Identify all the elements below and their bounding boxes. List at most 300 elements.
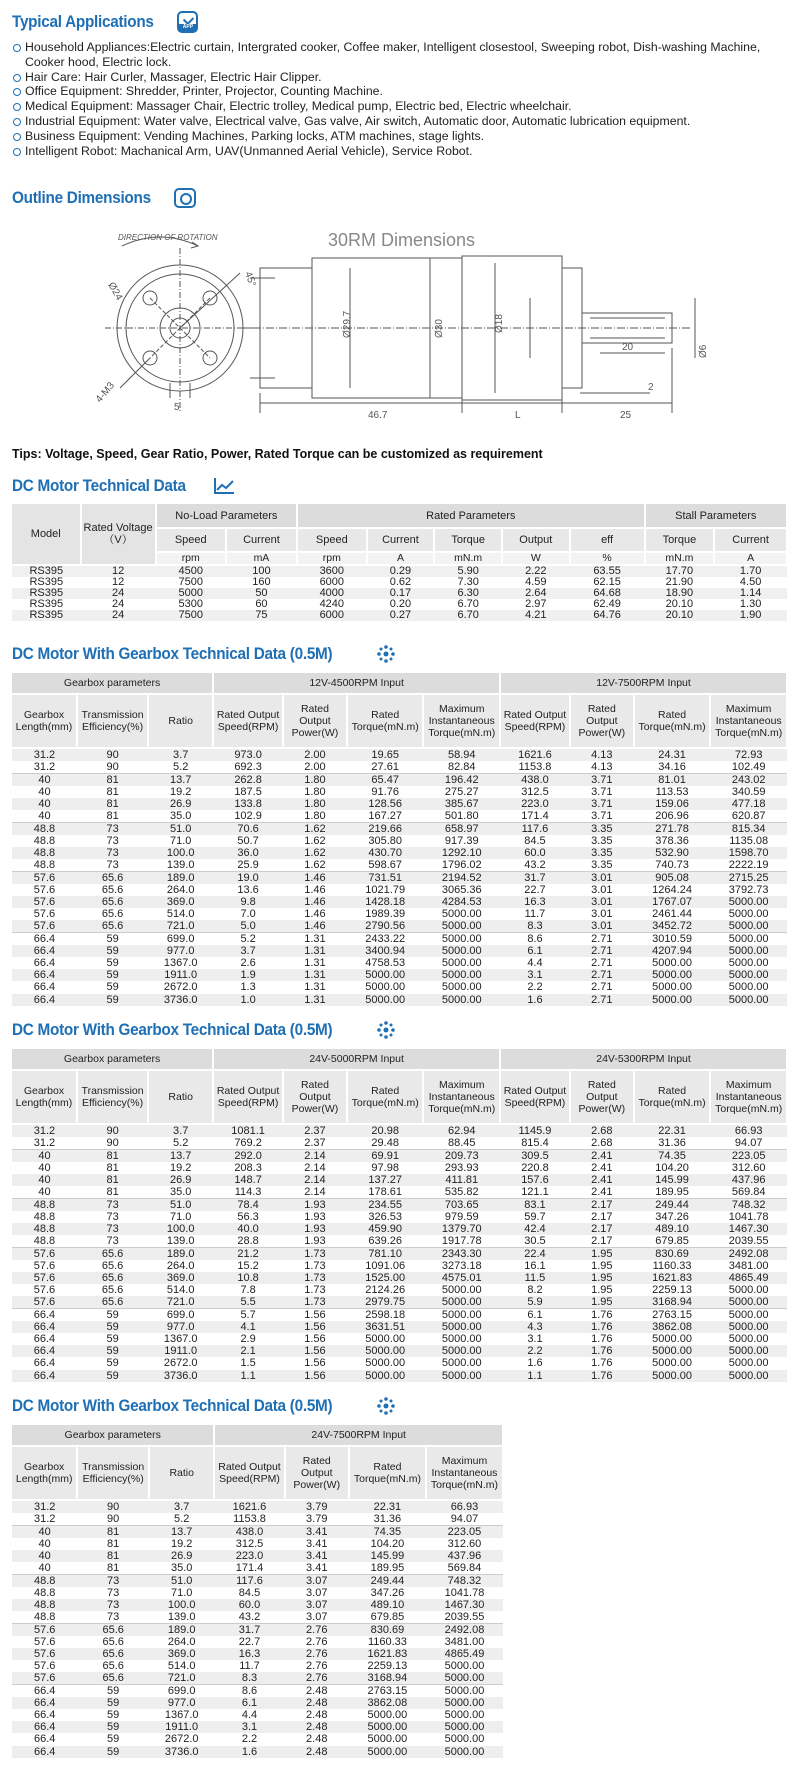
table-cell: 1160.33 bbox=[349, 1636, 426, 1648]
table-cell: 2.1 bbox=[213, 1345, 283, 1357]
table-cell: 73 bbox=[77, 1211, 148, 1223]
table-cell: 5000.00 bbox=[710, 1309, 787, 1322]
table-cell: 65.6 bbox=[77, 1272, 148, 1284]
table-cell: 5000.00 bbox=[423, 908, 500, 920]
table-cell: 3862.08 bbox=[349, 1697, 426, 1709]
table-cell: 30.5 bbox=[500, 1235, 570, 1248]
table-cell: 133.8 bbox=[213, 798, 283, 810]
table-cell: 3.79 bbox=[285, 1500, 349, 1513]
dim-label: 2 bbox=[648, 382, 654, 393]
table-cell: 5300 bbox=[178, 598, 203, 610]
header-column: Rated Output Power(W) bbox=[283, 1070, 347, 1124]
table-row bbox=[12, 1587, 503, 1599]
table-cell: 57.6 bbox=[12, 1660, 77, 1672]
table-cell: 2.14 bbox=[283, 1150, 347, 1163]
table-cell: 378.36 bbox=[634, 835, 711, 847]
table-cell: 59.7 bbox=[500, 1211, 570, 1223]
table-cell: 66.4 bbox=[12, 969, 77, 981]
table-cell: 11.5 bbox=[500, 1272, 570, 1284]
table-row bbox=[12, 1321, 787, 1333]
table-cell: 2.48 bbox=[285, 1685, 349, 1698]
table-cell: 3.07 bbox=[285, 1575, 349, 1588]
table-cell: 48.8 bbox=[12, 1223, 77, 1235]
table-cell: 1379.70 bbox=[423, 1223, 500, 1235]
table-cell: 57.6 bbox=[12, 1284, 77, 1296]
table-cell: 75 bbox=[226, 610, 297, 621]
table-cell: 60.0 bbox=[214, 1599, 284, 1611]
table-cell: 59 bbox=[77, 1357, 148, 1369]
table-cell: 326.53 bbox=[347, 1211, 424, 1223]
header-column: Gearbox Length(mm) bbox=[12, 1446, 77, 1500]
table-cell: 65.6 bbox=[77, 1648, 149, 1660]
motor-table bbox=[12, 504, 788, 621]
table-cell: 5.7 bbox=[213, 1309, 283, 1322]
table-cell: 1.95 bbox=[570, 1248, 634, 1261]
table-cell: 1.73 bbox=[283, 1284, 347, 1296]
table-row bbox=[12, 1199, 787, 1212]
table-cell: 692.3 bbox=[213, 761, 283, 774]
table-cell: 3736.0 bbox=[148, 1370, 213, 1382]
table-cell: 292.0 bbox=[213, 1150, 283, 1163]
header-row bbox=[12, 673, 787, 694]
header-sub: Current bbox=[367, 528, 435, 552]
table-cell: 2194.52 bbox=[423, 872, 500, 885]
dots-icon bbox=[376, 644, 396, 664]
table-cell: 40 bbox=[12, 1562, 77, 1575]
table-cell: 2.41 bbox=[570, 1186, 634, 1199]
table-cell: 19.65 bbox=[347, 748, 424, 761]
table-cell: 70.6 bbox=[213, 823, 283, 836]
table-cell: 3.35 bbox=[570, 847, 634, 859]
table-cell: 1.80 bbox=[283, 786, 347, 798]
table-cell: 2763.15 bbox=[349, 1685, 426, 1698]
table-cell: 113.53 bbox=[634, 786, 711, 798]
table-cell: 1911.0 bbox=[148, 1345, 213, 1357]
table-cell: 10.8 bbox=[213, 1272, 283, 1284]
table-cell: 208.3 bbox=[213, 1162, 283, 1174]
section-title: DC Motor Technical Data bbox=[12, 476, 186, 495]
gearbox-data-heading-3 bbox=[12, 1394, 396, 1418]
table-cell: 1.76 bbox=[570, 1321, 634, 1333]
table-cell: 2.14 bbox=[283, 1174, 347, 1186]
table-cell: 104.20 bbox=[349, 1538, 426, 1550]
table-cell: 90 bbox=[77, 1500, 149, 1513]
table-cell: 3.1 bbox=[214, 1721, 284, 1733]
header-column: Rated Torque(mN.m) bbox=[347, 1070, 424, 1124]
table-cell: 3.71 bbox=[570, 786, 634, 798]
table-cell: 5000.00 bbox=[426, 1721, 503, 1733]
table-cell: 6.1 bbox=[214, 1697, 284, 1709]
table-cell: 91.76 bbox=[347, 786, 424, 798]
table-cell: 51.0 bbox=[148, 1199, 213, 1212]
table-cell: 748.32 bbox=[710, 1199, 787, 1212]
gearbox-data-heading-2 bbox=[12, 1018, 396, 1042]
table-cell: 11.7 bbox=[214, 1660, 284, 1672]
table-cell: 65.6 bbox=[77, 1260, 148, 1272]
table-cell: 73 bbox=[77, 1611, 149, 1624]
table-row bbox=[12, 1721, 503, 1733]
table-cell: 81 bbox=[77, 1162, 148, 1174]
table-cell: 3.01 bbox=[570, 872, 634, 885]
table-cell: 721.0 bbox=[149, 1672, 214, 1685]
table-cell: 74.35 bbox=[634, 1150, 711, 1163]
dim-label: Ø30 bbox=[434, 319, 445, 338]
table-cell: 66.4 bbox=[12, 1697, 77, 1709]
table-cell: 2.37 bbox=[283, 1137, 347, 1150]
table-cell: 57.6 bbox=[12, 1636, 77, 1648]
table-cell: 5000.00 bbox=[426, 1733, 503, 1745]
header-unit: A bbox=[367, 552, 435, 565]
table-cell: 2.41 bbox=[570, 1174, 634, 1186]
header-column: Ratio bbox=[148, 694, 213, 748]
header-column: Rated Output Power(W) bbox=[570, 1070, 634, 1124]
table-cell: 0.17 bbox=[367, 588, 435, 599]
header-model: Model bbox=[12, 504, 81, 565]
table-cell: 1.56 bbox=[283, 1309, 347, 1322]
table-cell: 1.6 bbox=[500, 994, 570, 1006]
table-cell: 4758.53 bbox=[347, 957, 424, 969]
table-row bbox=[12, 1272, 787, 1284]
table-cell: 66.93 bbox=[710, 1124, 787, 1137]
table-cell: 347.26 bbox=[634, 1211, 711, 1223]
table-cell: 13.6 bbox=[213, 884, 283, 896]
table-cell: 22.7 bbox=[500, 884, 570, 896]
table-row bbox=[12, 1370, 787, 1382]
table-cell: 57.6 bbox=[12, 1272, 77, 1284]
table-cell: 5000.00 bbox=[347, 1370, 424, 1382]
table-cell: 312.60 bbox=[710, 1162, 787, 1174]
table-cell: 249.44 bbox=[349, 1575, 426, 1588]
table-cell: 5000.00 bbox=[423, 920, 500, 933]
table-cell: 1.93 bbox=[283, 1199, 347, 1212]
table-cell: 48.8 bbox=[12, 1611, 77, 1624]
table-cell: 6.1 bbox=[500, 945, 570, 957]
table-cell: 43.2 bbox=[500, 859, 570, 872]
table-cell: 1.95 bbox=[570, 1284, 634, 1296]
table-cell: 815.4 bbox=[500, 1137, 570, 1150]
table-cell: 1.93 bbox=[283, 1223, 347, 1235]
table-cell: 139.0 bbox=[148, 859, 213, 872]
dim-label: Ø6 bbox=[698, 344, 709, 358]
table-row bbox=[12, 786, 787, 798]
table-cell: 145.99 bbox=[634, 1174, 711, 1186]
table-cell: 917.39 bbox=[423, 835, 500, 847]
table-row bbox=[12, 1235, 787, 1248]
header-row bbox=[12, 1070, 787, 1124]
table-cell: 40 bbox=[12, 786, 77, 798]
table-cell: 2.71 bbox=[570, 957, 634, 969]
table-cell: 24.31 bbox=[634, 748, 711, 761]
table-cell: 1.46 bbox=[283, 872, 347, 885]
table-cell: 2.9 bbox=[213, 1333, 283, 1345]
table-cell: 3.01 bbox=[570, 908, 634, 920]
table-row bbox=[12, 1137, 787, 1150]
table-row bbox=[12, 1174, 787, 1186]
table-cell: 66.4 bbox=[12, 1309, 77, 1322]
table-cell: 5000.00 bbox=[423, 1309, 500, 1322]
table-cell: 223.0 bbox=[500, 798, 570, 810]
header-unit: A bbox=[714, 552, 787, 565]
table-cell: 90 bbox=[77, 1513, 149, 1526]
table-cell: 6.70 bbox=[457, 598, 479, 610]
table-cell: 5000.00 bbox=[426, 1672, 503, 1685]
table-row bbox=[12, 1624, 503, 1637]
table-cell: 117.6 bbox=[214, 1575, 284, 1588]
table-cell: 2039.55 bbox=[710, 1235, 787, 1248]
table-row bbox=[12, 1599, 503, 1611]
table-cell: 3400.94 bbox=[347, 945, 424, 957]
table-row bbox=[12, 774, 787, 787]
table-cell: 5000.00 bbox=[347, 969, 424, 981]
table-cell: 3.7 bbox=[148, 748, 213, 761]
dots-icon bbox=[376, 1396, 396, 1416]
table-cell: 1041.78 bbox=[426, 1587, 503, 1599]
table-cell: 731.51 bbox=[347, 872, 424, 885]
table-cell: 5000.00 bbox=[423, 981, 500, 993]
table-cell: 3.71 bbox=[570, 798, 634, 810]
table-cell: 22.31 bbox=[634, 1124, 711, 1137]
table-cell: 5000.00 bbox=[349, 1746, 426, 1758]
table-cell: 3.01 bbox=[570, 920, 634, 933]
table-cell: 2461.44 bbox=[634, 908, 711, 920]
table-cell: 16.3 bbox=[500, 896, 570, 908]
table-cell: 21.90 bbox=[665, 576, 694, 588]
table-cell: 59 bbox=[77, 957, 148, 969]
table-cell: 24 bbox=[111, 598, 125, 610]
table-row bbox=[12, 1733, 503, 1745]
tips-text: Tips: Voltage, Speed, Gear Ratio, Power, Rated Torque can be customized as requirement bbox=[12, 447, 543, 461]
table-row bbox=[12, 1309, 787, 1322]
table-cell: 29.48 bbox=[347, 1137, 424, 1150]
table-cell: 66.4 bbox=[12, 1321, 77, 1333]
table-cell: 501.80 bbox=[423, 810, 500, 823]
table-cell: 65.6 bbox=[77, 1296, 148, 1309]
table-cell: 31.2 bbox=[12, 1513, 77, 1526]
table-cell: 50.7 bbox=[213, 835, 283, 847]
table-cell: 815.34 bbox=[710, 823, 787, 836]
table-cell: 63.55 bbox=[570, 565, 645, 577]
list-item: Business Equipment: Vending Machines, Parking locks, ATM machines, stage lights. bbox=[12, 129, 792, 144]
table-cell: 65.6 bbox=[77, 1284, 148, 1296]
table-cell: 2.48 bbox=[285, 1697, 349, 1709]
table-cell: 66.4 bbox=[12, 1709, 77, 1721]
table-cell: 234.55 bbox=[347, 1199, 424, 1212]
table-row bbox=[12, 896, 787, 908]
table-cell: 4.50 bbox=[739, 576, 762, 588]
table-cell: 973.0 bbox=[213, 748, 283, 761]
table-cell: 73 bbox=[77, 1235, 148, 1248]
table-row bbox=[12, 859, 787, 872]
table-cell: 3.41 bbox=[285, 1526, 349, 1539]
table-cell: 2672.0 bbox=[148, 1357, 213, 1369]
table-cell: 88.45 bbox=[423, 1137, 500, 1150]
table-cell: 1.14 bbox=[714, 588, 787, 599]
table-cell: 40 bbox=[12, 1550, 77, 1562]
table-cell: 569.84 bbox=[426, 1562, 503, 1575]
table-cell: 3.01 bbox=[570, 884, 634, 896]
table-cell: 1.76 bbox=[570, 1333, 634, 1345]
table-cell: 1.95 bbox=[570, 1260, 634, 1272]
rotation-label: DIRECTION OF ROTATION bbox=[118, 233, 218, 242]
table-cell: 60 bbox=[255, 598, 268, 610]
table-cell: 514.0 bbox=[148, 1284, 213, 1296]
table-cell: 2.76 bbox=[285, 1648, 349, 1660]
dim-label: Ø18 bbox=[494, 314, 505, 333]
table-cell: 3.7 bbox=[149, 1500, 214, 1513]
table-cell: 59 bbox=[77, 981, 148, 993]
table-cell: 71.0 bbox=[148, 1211, 213, 1223]
table-cell: 262.8 bbox=[213, 774, 283, 787]
table-cell: 679.85 bbox=[349, 1611, 426, 1624]
header-input: 12V-4500RPM Input bbox=[213, 673, 500, 694]
table-cell: 3.01 bbox=[570, 896, 634, 908]
table-cell: 59 bbox=[77, 1309, 148, 1322]
header-sub: Torque bbox=[645, 528, 715, 552]
table-row bbox=[12, 981, 787, 993]
table-cell: 514.0 bbox=[149, 1660, 214, 1672]
table-cell: 489.10 bbox=[349, 1599, 426, 1611]
table-cell: 3065.36 bbox=[423, 884, 500, 896]
header-row bbox=[12, 694, 787, 748]
header-column: Maximum Instantaneous Torque(mN.m) bbox=[710, 694, 787, 748]
header-column: Maximum Instantaneous Torque(mN.m) bbox=[710, 1070, 787, 1124]
table-cell: 5000.00 bbox=[710, 994, 787, 1006]
table-cell: 100.0 bbox=[149, 1599, 214, 1611]
table-cell: 82.84 bbox=[423, 761, 500, 774]
table-row bbox=[12, 945, 787, 957]
table-cell: 2.68 bbox=[570, 1124, 634, 1137]
table-row bbox=[12, 1611, 503, 1624]
table-cell: 7500 bbox=[156, 610, 226, 621]
table-cell: 209.73 bbox=[423, 1150, 500, 1163]
table-cell: 3481.00 bbox=[710, 1260, 787, 1272]
header-column: Rated Output Power(W) bbox=[570, 694, 634, 748]
table-cell: 40.0 bbox=[213, 1223, 283, 1235]
table-cell: 3.41 bbox=[285, 1538, 349, 1550]
table-cell: 3.35 bbox=[570, 823, 634, 836]
table-cell: 7.8 bbox=[213, 1284, 283, 1296]
header-column: Rated Output Speed(RPM) bbox=[500, 1070, 570, 1124]
table-cell: 6.70 bbox=[434, 610, 502, 621]
table-cell: 5000.00 bbox=[423, 1357, 500, 1369]
table-row bbox=[12, 933, 787, 946]
table-row bbox=[12, 1124, 787, 1137]
table-cell: 1.80 bbox=[283, 810, 347, 823]
table-cell: 16.1 bbox=[500, 1260, 570, 1272]
table-cell: 0.27 bbox=[367, 610, 435, 621]
table-cell: 137.27 bbox=[347, 1174, 424, 1186]
table-cell: 65.6 bbox=[77, 1660, 149, 1672]
table-cell: 3273.18 bbox=[423, 1260, 500, 1272]
table-cell: 26.9 bbox=[148, 1174, 213, 1186]
table-cell: 74.35 bbox=[349, 1526, 426, 1539]
list-item: Household Appliances:Electric curtain, Intergrated cooker, Coffee maker, Intelligent closestool, Sweeping robot, Dish-washing Machine, Cooker hood, Electric lock. bbox=[12, 40, 792, 70]
table-cell: 438.0 bbox=[500, 774, 570, 787]
table-cell: 3.7 bbox=[148, 1124, 213, 1137]
table-cell: 243.02 bbox=[710, 774, 787, 787]
table-cell: 5000.00 bbox=[634, 1370, 711, 1382]
table-cell: 1.73 bbox=[283, 1260, 347, 1272]
table-cell: RS395 bbox=[29, 598, 64, 610]
table-cell: 57.6 bbox=[12, 1248, 77, 1261]
table-cell: 65.6 bbox=[77, 896, 148, 908]
table-cell: 167.27 bbox=[347, 810, 424, 823]
table-cell: 2222.19 bbox=[710, 859, 787, 872]
table-cell: 57.6 bbox=[12, 1648, 77, 1660]
header-column: Ratio bbox=[148, 1070, 213, 1124]
header-input: 24V-7500RPM Input bbox=[214, 1425, 503, 1446]
table-cell: 2.48 bbox=[285, 1709, 349, 1721]
table-cell: 206.96 bbox=[634, 810, 711, 823]
table-cell: 2672.0 bbox=[148, 981, 213, 993]
table-cell: 4500 bbox=[156, 565, 226, 577]
table-cell: 1917.78 bbox=[423, 1235, 500, 1248]
table-cell: 59 bbox=[77, 1345, 148, 1357]
table-cell: RS395 bbox=[12, 588, 81, 599]
table-cell: 90 bbox=[77, 761, 148, 774]
table-cell: 7.0 bbox=[213, 908, 283, 920]
gearbox-data-heading-1 bbox=[12, 642, 396, 666]
table-cell: 73 bbox=[77, 1199, 148, 1212]
table-cell: 48.8 bbox=[12, 1211, 77, 1223]
header-column: Rated Output Speed(RPM) bbox=[213, 694, 283, 748]
dim-label: 46.7 bbox=[368, 410, 388, 421]
table-cell: 1.73 bbox=[283, 1296, 347, 1309]
table-cell: 19.2 bbox=[149, 1538, 214, 1550]
table-cell: 57.6 bbox=[12, 896, 77, 908]
table-cell: 31.7 bbox=[500, 872, 570, 885]
table-cell: 6.30 bbox=[434, 588, 502, 599]
table-cell: 59 bbox=[77, 1333, 148, 1345]
table-cell: 5000.00 bbox=[349, 1733, 426, 1745]
table-cell: 73 bbox=[77, 859, 148, 872]
table-cell: 1.62 bbox=[283, 823, 347, 836]
table-row bbox=[12, 1746, 503, 1758]
table-cell: 2.2 bbox=[500, 981, 570, 993]
table-cell: 219.66 bbox=[347, 823, 424, 836]
header-stall: Stall Parameters bbox=[645, 504, 787, 528]
table-cell: 781.10 bbox=[347, 1248, 424, 1261]
table-cell: 22.31 bbox=[349, 1500, 426, 1513]
table-cell: 4284.53 bbox=[423, 896, 500, 908]
table-cell: 1135.08 bbox=[710, 835, 787, 847]
table-cell: 979.59 bbox=[423, 1211, 500, 1223]
table-cell: 22.7 bbox=[214, 1636, 284, 1648]
header-gearbox-params: Gearbox parameters bbox=[12, 673, 213, 694]
table-cell: 3010.59 bbox=[634, 933, 711, 946]
header-column: Transmission Efficiency(%) bbox=[77, 1446, 149, 1500]
table-cell: RS395 bbox=[12, 565, 81, 577]
dim-label: 20 bbox=[622, 342, 634, 353]
table-cell: 40 bbox=[12, 798, 77, 810]
table-cell: 5000.00 bbox=[710, 945, 787, 957]
table-cell: 5000.00 bbox=[423, 1345, 500, 1357]
table-cell: 385.67 bbox=[423, 798, 500, 810]
table-row bbox=[12, 1211, 787, 1223]
header-noload: No-Load Parameters bbox=[156, 504, 297, 528]
table-cell: 293.93 bbox=[423, 1162, 500, 1174]
header-column: Rated Output Power(W) bbox=[283, 694, 347, 748]
table-row bbox=[12, 1685, 503, 1698]
table-cell: 73 bbox=[77, 835, 148, 847]
header-sub: Speed bbox=[156, 528, 226, 552]
table-cell: 66.4 bbox=[12, 1370, 77, 1382]
header-sub: Output bbox=[502, 528, 570, 552]
table-cell: 57.6 bbox=[12, 1296, 77, 1309]
table-cell: 0.20 bbox=[389, 598, 412, 610]
drawing-title: 30RM Dimensions bbox=[328, 230, 476, 250]
table-cell: 48.8 bbox=[12, 1199, 77, 1212]
